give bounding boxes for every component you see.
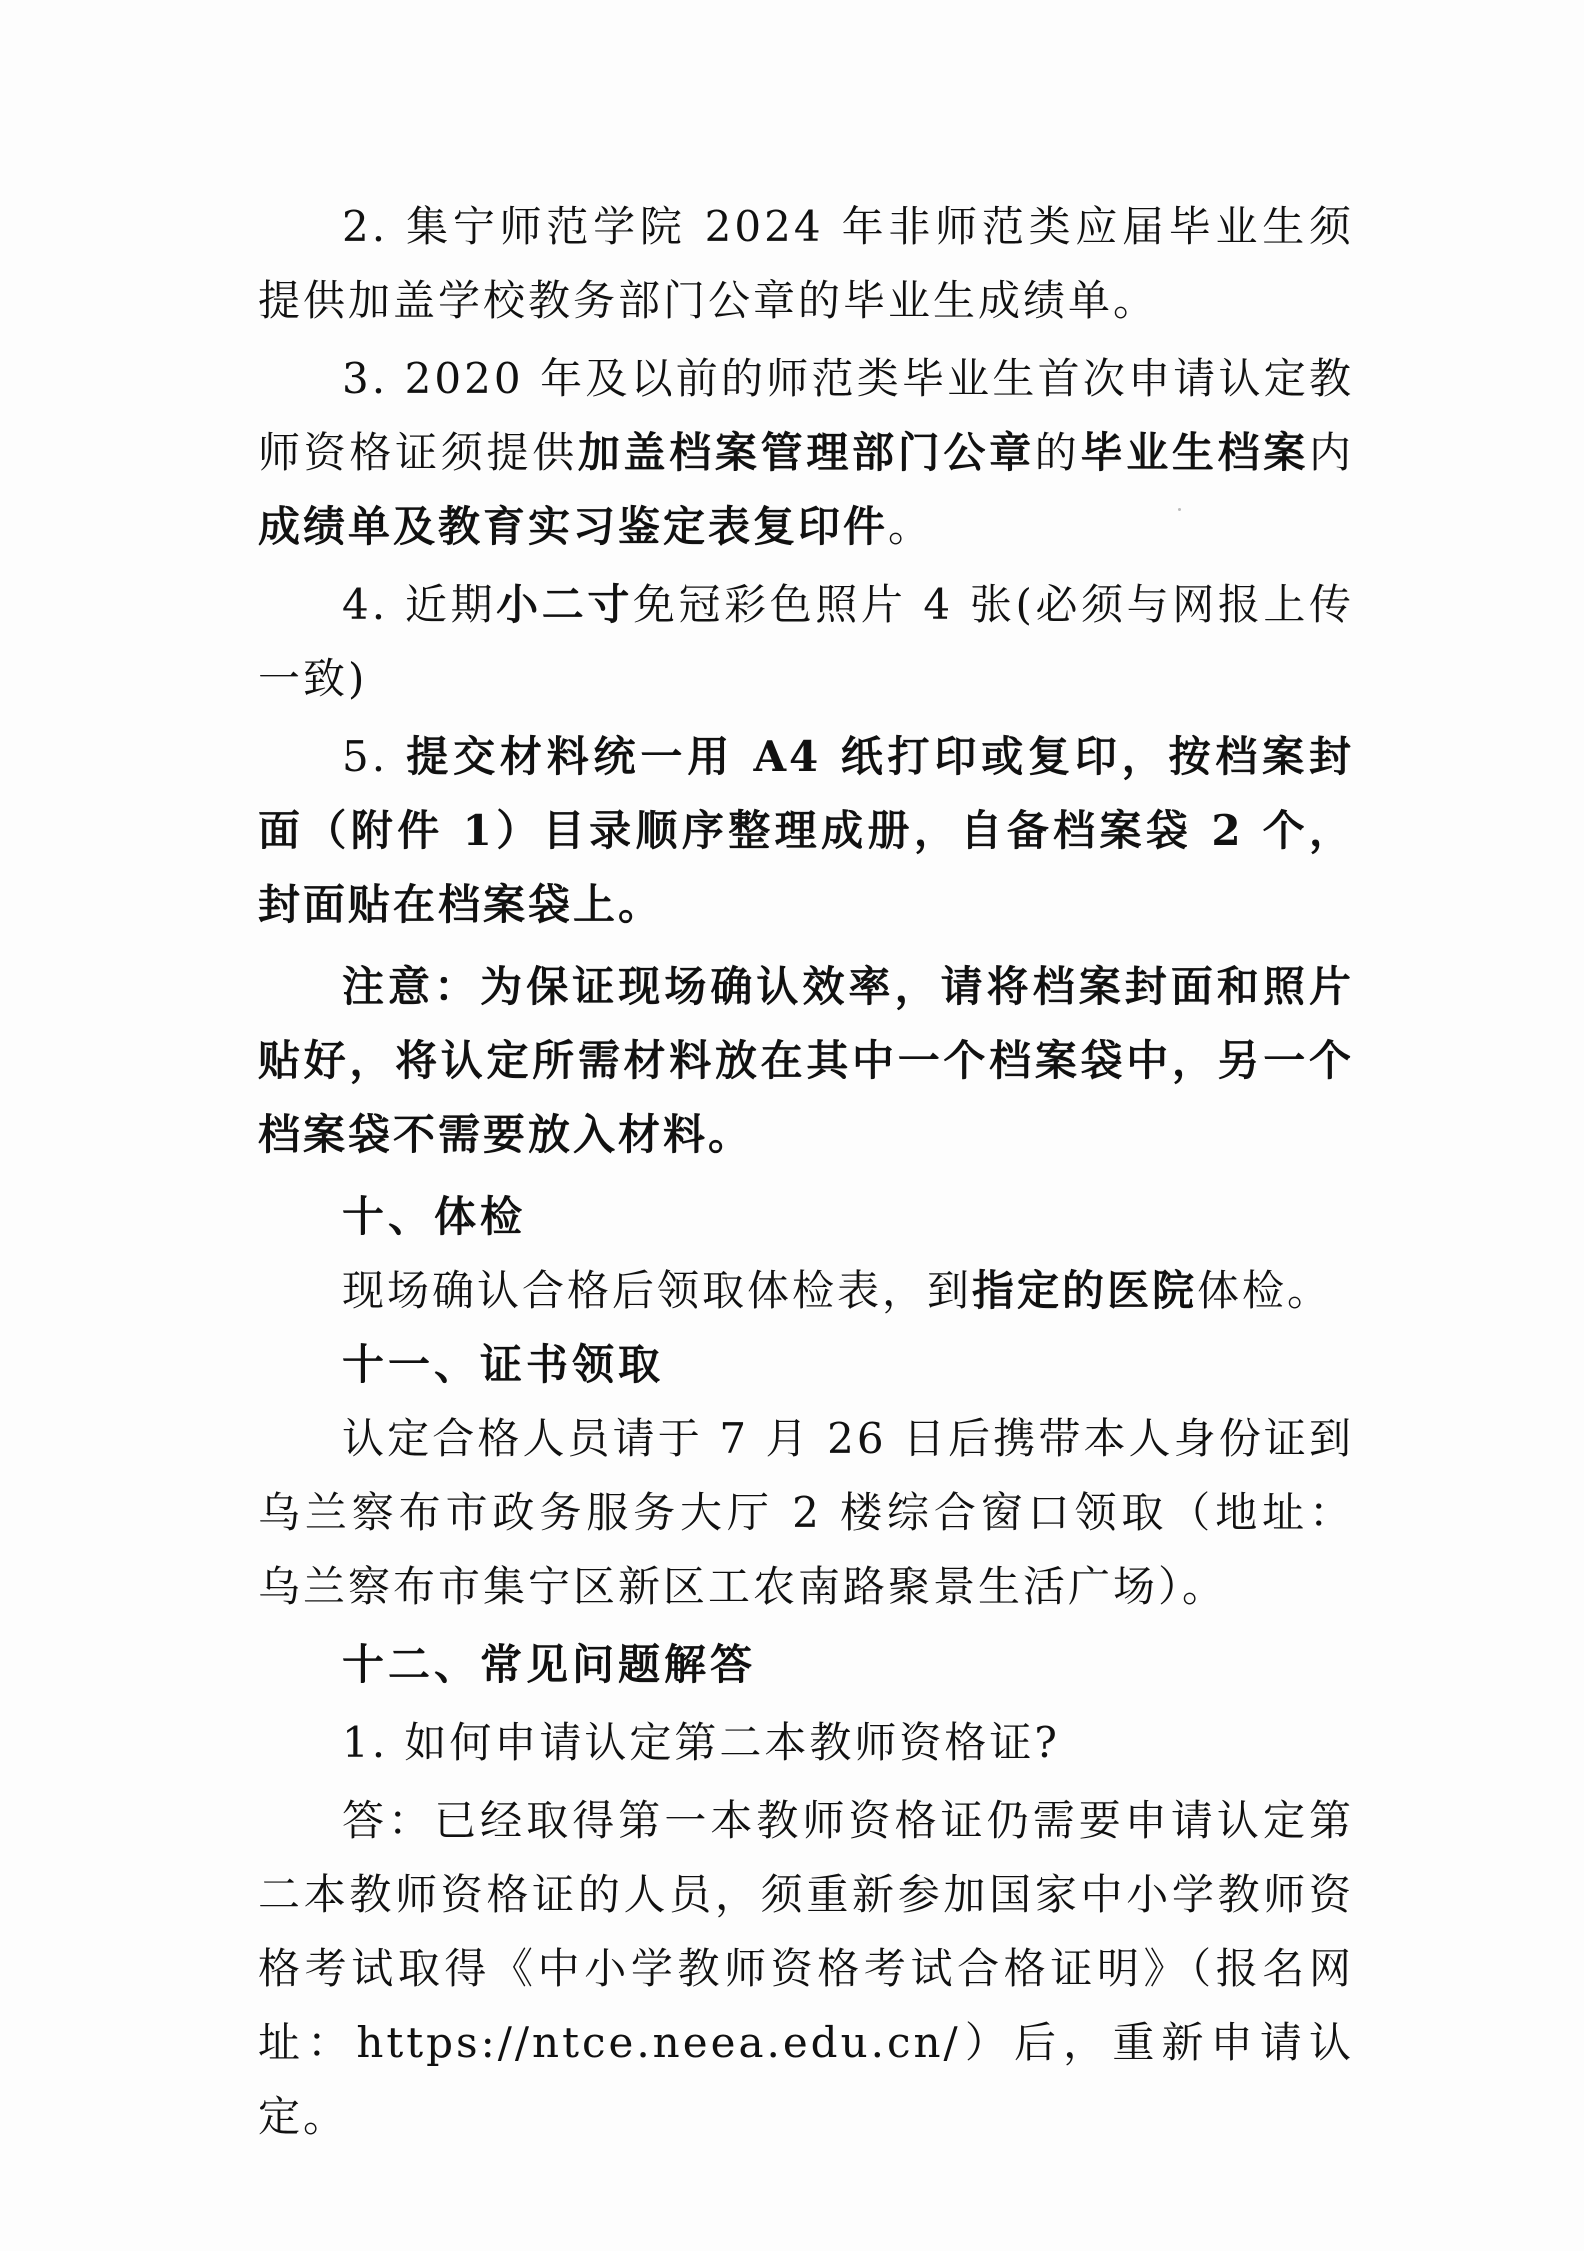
note-paragraph (258, 950, 1354, 1172)
section-10-paragraph (258, 1254, 1354, 1328)
item-3-text-2: 的 (1034, 428, 1081, 477)
section-10-bold-1: 指定的医院 (972, 1266, 1198, 1315)
item-3-bold-3: 成绩单及教育实习鉴定表复印件 (258, 502, 889, 551)
note-text: 注意：为保证现场确认效率，请将档案封面和照片贴好，将认定所需材料放在其中一个档案袋中，另一个档案袋不需要放入材料。 (258, 962, 1354, 1159)
section-10-text-2: 体检。 (1197, 1266, 1333, 1315)
section-11-paragraph (258, 1402, 1354, 1624)
item-3-bold-1: 加盖档案管理部门公章 (577, 428, 1035, 477)
item-4-text-1: 4. 近期 (342, 580, 497, 629)
section-10-text-1: 现场确认合格后领取体检表，到 (342, 1266, 973, 1315)
faq-answer-1 (258, 1784, 1354, 2154)
item-5-bold: 提交材料统一用 A4 纸打印或复印，按档案封面（附件 1）目录顺序整理成册，自备档案袋 2 个，封面贴在档案袋上。 (258, 732, 1354, 929)
faq-question-1-text: 1. 如何申请认定第二本教师资格证? (342, 1718, 1060, 1767)
section-11-heading: 十一、证书领取 (342, 1340, 665, 1389)
item-3-text-3: 内 (1308, 428, 1354, 477)
item-4-bold-1: 小二寸 (496, 580, 633, 629)
section-11-text: 认定合格人员请于 7 月 26 日后携带本人身份证到乌兰察布市政务服务大厅 2 楼综合窗口领取（地址：乌兰察布市集宁区新区工农南路聚景生活广场）。 (258, 1414, 1354, 1611)
item-3-paragraph (258, 342, 1354, 564)
item-3-text-4: 。 (888, 502, 934, 551)
item-5-paragraph (258, 720, 1354, 942)
item-3-bold-2: 毕业生档案 (1080, 428, 1309, 477)
section-10-heading: 十、体检 (342, 1192, 527, 1241)
item-3-text-1: 3. 2020 年及以前的师范类毕业生首次申请认定教师资格证须提供 (258, 354, 1354, 477)
item-4-paragraph (258, 568, 1354, 716)
item-2-paragraph (258, 190, 1354, 338)
document-body (258, 190, 1354, 2154)
item-4-text-2: 免冠彩色照片 4 张(必须与网报上传一致) (258, 580, 1354, 703)
faq-answer-1-text: 答：已经取得第一本教师资格证仍需要申请认定第二本教师资格证的人员，须重新参加国家中小学教师资格考试取得《中小学教师资格考试合格证明》（报名网址：https://ntce.neea.edu.cn/）后，重新申请认定。 (258, 1796, 1354, 2141)
item-5-prefix: 5. (342, 732, 407, 781)
faq-question-1 (258, 1706, 1354, 1780)
section-12-heading: 十二、常见问题解答 (342, 1640, 757, 1689)
item-2-text: 2. 集宁师范学院 2024 年非师范类应届毕业生须提供加盖学校教务部门公章的毕业生成绩单。 (258, 202, 1354, 325)
